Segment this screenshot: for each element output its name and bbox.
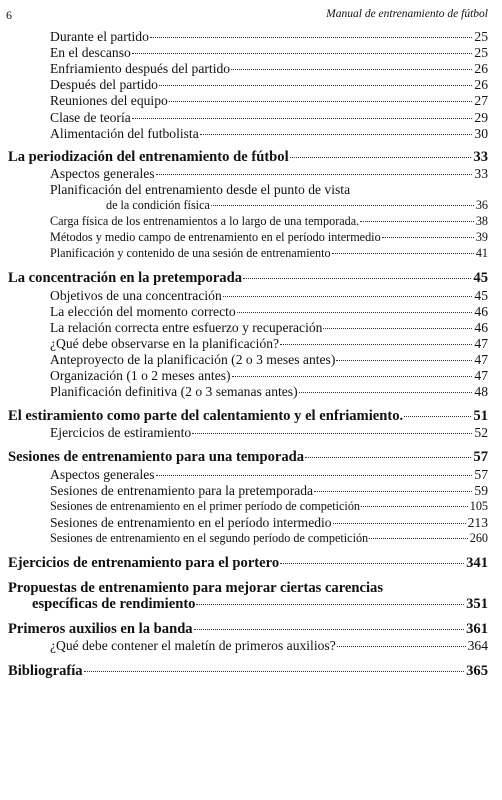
toc-entry bbox=[106, 198, 488, 213]
entry-title: ¿Qué debe contener el maletín de primeros auxilios? bbox=[50, 638, 336, 654]
page-number-ref: 57 bbox=[473, 449, 488, 466]
page-number-ref: 48 bbox=[474, 384, 488, 400]
page-number-ref: 47 bbox=[474, 335, 488, 351]
dot-leader bbox=[169, 101, 473, 102]
toc-entry bbox=[50, 320, 488, 336]
dot-leader bbox=[156, 174, 473, 175]
dot-leader bbox=[159, 85, 472, 86]
dot-leader bbox=[84, 671, 465, 672]
page-number-ref: 105 bbox=[469, 498, 488, 513]
dot-leader bbox=[280, 563, 464, 564]
page-number-ref: 51 bbox=[473, 408, 488, 425]
dot-leader bbox=[314, 491, 472, 492]
toc-entry bbox=[50, 61, 488, 77]
page-number-ref: 45 bbox=[473, 270, 488, 287]
entry-title: Planificación definitiva (2 o 3 semanas antes) bbox=[50, 384, 298, 400]
entry-title: Durante el partido bbox=[50, 29, 149, 44]
section-heading bbox=[8, 270, 488, 287]
heading-title: Propuestas de entrenamiento para mejorar ciertas carencias bbox=[8, 580, 384, 597]
entry-title: En el descanso bbox=[50, 45, 131, 61]
page-number-ref: 41 bbox=[475, 246, 488, 261]
dot-leader bbox=[192, 433, 472, 434]
heading-title-line bbox=[8, 580, 383, 597]
entry-title: de la condición física bbox=[106, 198, 210, 212]
dot-leader bbox=[200, 134, 473, 135]
dot-leader bbox=[223, 296, 473, 297]
heading-title: específicas de rendimiento bbox=[32, 596, 196, 613]
section-heading bbox=[8, 149, 488, 166]
toc-entry bbox=[50, 384, 488, 400]
toc-entry bbox=[50, 352, 488, 368]
heading-title: Bibliografía bbox=[8, 662, 83, 679]
dot-leader bbox=[132, 118, 473, 119]
dot-leader bbox=[232, 376, 473, 377]
toc-entry bbox=[50, 214, 488, 229]
entry-title: Sesiones de entrenamiento en el período intermedio bbox=[50, 514, 332, 530]
entry-title: Planificación y contenido de una sesión de entrenamiento bbox=[50, 246, 331, 261]
dot-leader bbox=[290, 157, 472, 158]
entry-title: Alimentación del futbolista bbox=[50, 125, 199, 141]
dot-leader bbox=[323, 328, 472, 329]
page-number-ref: 365 bbox=[466, 662, 488, 679]
entry-title: ¿Qué debe observarse en la planificación? bbox=[50, 335, 280, 351]
entry-title-line bbox=[50, 182, 350, 198]
entry-title: Aspectos generales bbox=[50, 466, 155, 482]
toc-entry bbox=[50, 638, 488, 654]
page-number-ref: 57 bbox=[474, 466, 488, 482]
dot-leader bbox=[369, 538, 468, 539]
toc-entry bbox=[50, 126, 488, 142]
dot-leader bbox=[404, 416, 471, 417]
toc-entry bbox=[50, 77, 488, 93]
dot-leader bbox=[332, 253, 474, 254]
toc-entry bbox=[50, 499, 488, 514]
page-number-ref: 39 bbox=[475, 230, 488, 245]
entry-title: Carga física de los entrenamientos a lo largo de una temporada. bbox=[50, 214, 360, 229]
dot-leader bbox=[336, 360, 472, 361]
entry-title: Aspectos generales bbox=[50, 165, 155, 181]
section-heading bbox=[32, 596, 488, 613]
entry-title: Sesiones de entrenamiento en el primer período de competición bbox=[50, 498, 361, 513]
toc-entry bbox=[50, 425, 488, 441]
entry-title: Anteproyecto de la planificación (2 o 3 meses antes) bbox=[50, 351, 336, 367]
page-number-ref: 351 bbox=[466, 596, 488, 613]
toc-entry bbox=[50, 110, 488, 126]
page-number-ref: 52 bbox=[474, 425, 488, 441]
entry-title: Ejercicios de estiramiento bbox=[50, 425, 192, 441]
toc-entry bbox=[50, 336, 488, 352]
section-heading bbox=[8, 449, 488, 466]
heading-title: La periodización del entrenamiento de fútbol bbox=[8, 148, 289, 165]
toc-entry bbox=[50, 368, 488, 384]
toc-entry bbox=[50, 93, 488, 109]
toc-entry bbox=[50, 288, 488, 304]
dot-leader bbox=[337, 646, 466, 647]
page-number-ref: 47 bbox=[474, 368, 488, 383]
page-number-ref: 29 bbox=[474, 109, 488, 125]
heading-title: El estiramiento como parte del calentamiento y el enfriamiento. bbox=[8, 408, 404, 425]
toc-entry bbox=[50, 29, 488, 45]
entry-title: Clase de teoría bbox=[50, 109, 131, 125]
dot-leader bbox=[211, 205, 474, 206]
page-header bbox=[6, 8, 488, 24]
section-heading bbox=[8, 555, 488, 572]
dot-leader bbox=[194, 629, 465, 630]
page-number: 6 bbox=[6, 8, 12, 22]
section-heading bbox=[8, 663, 488, 680]
heading-title: La concentración en la pretemporada bbox=[8, 270, 243, 287]
page-number-ref: 47 bbox=[474, 351, 488, 367]
toc-entry bbox=[50, 467, 488, 483]
entry-title: Después del partido bbox=[50, 77, 158, 93]
page-number-ref: 59 bbox=[474, 482, 488, 498]
dot-leader bbox=[305, 457, 471, 458]
entry-title: Métodos y medio campo de entrenamiento en el período intermedio bbox=[50, 230, 381, 245]
entry-title: La relación correcta entre esfuerzo y recuperación bbox=[50, 319, 323, 335]
dot-leader bbox=[237, 312, 473, 313]
section-heading bbox=[8, 408, 488, 425]
page-number-ref: 38 bbox=[475, 214, 488, 229]
dot-leader bbox=[333, 523, 466, 524]
entry-title: Planificación del entrenamiento desde el punto de vista bbox=[50, 181, 351, 197]
page-number-ref: 341 bbox=[466, 555, 488, 571]
page-number-ref: 46 bbox=[474, 303, 488, 319]
dot-leader bbox=[360, 221, 474, 222]
page-number-ref: 33 bbox=[474, 165, 488, 181]
dot-leader bbox=[243, 278, 471, 279]
toc-entry bbox=[50, 45, 488, 61]
running-title: Manual de entrenamiento de fútbol bbox=[326, 8, 488, 20]
page-number-ref: 33 bbox=[473, 148, 488, 165]
page-number-ref: 213 bbox=[467, 514, 488, 530]
dot-leader bbox=[361, 506, 468, 507]
dot-leader bbox=[132, 53, 473, 54]
page-number-ref: 36 bbox=[475, 198, 488, 212]
toc-entry bbox=[50, 531, 488, 546]
dot-leader bbox=[231, 69, 472, 70]
dot-leader bbox=[382, 237, 474, 238]
entry-title: Objetivos de una concentración bbox=[50, 287, 222, 303]
page-number-ref: 26 bbox=[474, 77, 488, 93]
page-number-ref: 45 bbox=[474, 287, 488, 303]
entry-title: Sesiones de entrenamiento para la pretemporada bbox=[50, 482, 314, 498]
toc-entry bbox=[50, 246, 488, 261]
toc-entry bbox=[50, 230, 488, 245]
dot-leader bbox=[196, 604, 464, 605]
entry-title: Organización (1 o 2 meses antes) bbox=[50, 368, 231, 383]
dot-leader bbox=[156, 475, 473, 476]
page-number-ref: 361 bbox=[466, 621, 488, 638]
entry-title: La elección del momento correcto bbox=[50, 303, 236, 319]
page-number-ref: 260 bbox=[469, 530, 488, 545]
dot-leader bbox=[150, 37, 473, 38]
page-number-ref: 26 bbox=[474, 61, 488, 77]
toc-entry bbox=[50, 166, 488, 182]
heading-title: Primeros auxilios en la banda bbox=[8, 621, 193, 638]
entry-title: Reuniones del equipo bbox=[50, 93, 168, 109]
page-number-ref: 30 bbox=[474, 125, 488, 141]
entry-title: Sesiones de entrenamiento en el segundo período de competición bbox=[50, 530, 369, 545]
toc-entry bbox=[50, 483, 488, 499]
toc-entry bbox=[50, 515, 488, 531]
page-number-ref: 25 bbox=[474, 45, 488, 61]
page-number-ref: 25 bbox=[474, 29, 488, 44]
heading-title: Sesiones de entrenamiento para una temporada bbox=[8, 449, 305, 466]
entry-title: Enfriamiento después del partido bbox=[50, 61, 231, 77]
dot-leader bbox=[299, 392, 473, 393]
page-number-ref: 27 bbox=[474, 93, 488, 109]
heading-title: Ejercicios de entrenamiento para el portero bbox=[8, 555, 280, 571]
page-number-ref: 364 bbox=[467, 638, 488, 654]
dot-leader bbox=[280, 344, 472, 345]
toc-entry bbox=[50, 304, 488, 320]
section-heading bbox=[8, 621, 488, 638]
page-number-ref: 46 bbox=[474, 319, 488, 335]
